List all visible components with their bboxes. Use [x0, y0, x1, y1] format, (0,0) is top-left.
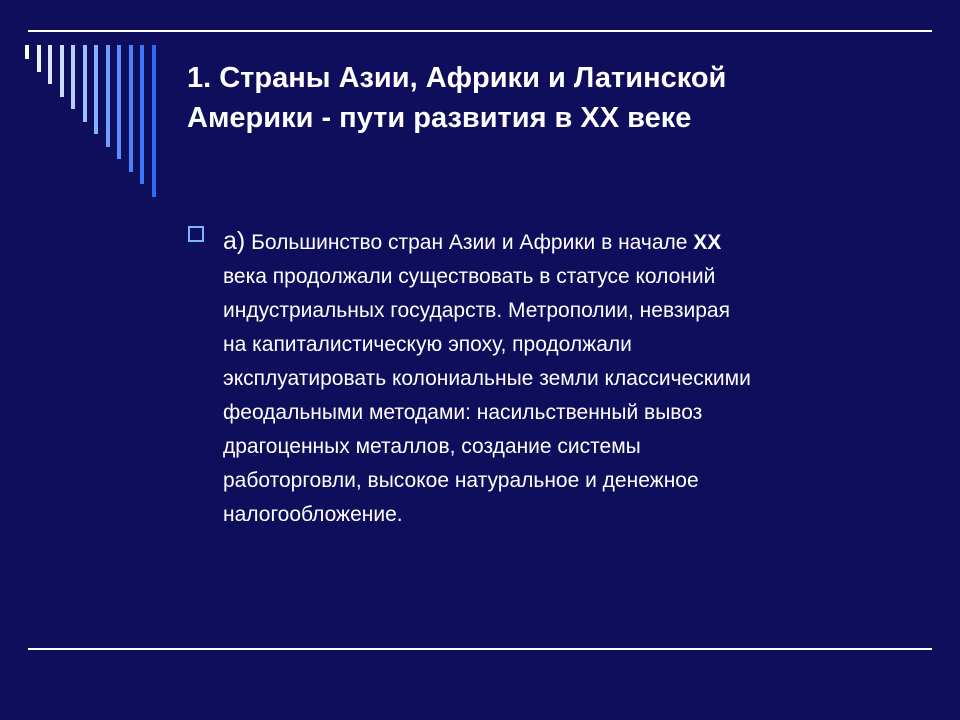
bullet-paragraph	[223, 224, 913, 532]
title-line-2: Америки - пути развития в XX веке	[187, 102, 692, 134]
stripe	[140, 45, 144, 184]
stripe	[48, 45, 52, 84]
stripe	[129, 45, 133, 172]
stripe	[152, 45, 156, 197]
slide-title	[187, 58, 907, 138]
title-line-1: 1. Страны Азии, Африки и Латинской	[187, 62, 727, 94]
stripe	[94, 45, 98, 134]
bold-century: XX	[693, 231, 722, 254]
paragraph-line-9: налогообложение.	[223, 503, 403, 526]
paragraph-line-6: феодальными методами: насильственный вывоз	[223, 401, 703, 424]
square-bullet-icon	[188, 226, 204, 242]
stripe	[37, 45, 41, 72]
paragraph-line-2: века продолжали существовать в статусе колоний	[223, 265, 716, 288]
bullet-marker: а)	[223, 227, 246, 255]
bottom-divider-line	[28, 648, 932, 650]
paragraph-line-7: драгоценных металлов, создание системы	[223, 435, 641, 458]
stripe	[117, 45, 121, 159]
stripe	[60, 45, 64, 97]
stripe	[71, 45, 75, 109]
paragraph-line-1: Большинство стран Азии и Африки в начале	[245, 231, 694, 254]
paragraph-line-8: работорговли, высокое натуральное и денежное	[223, 469, 699, 492]
paragraph-line-5: эксплуатировать колониальные земли классическими	[223, 367, 751, 390]
paragraph-line-3: индустриальных государств. Метрополии, невзирая	[223, 299, 730, 322]
stripe	[106, 45, 110, 147]
stripe	[25, 45, 29, 59]
decorative-stripes	[0, 0, 200, 200]
paragraph-line-4: на капиталистическую эпоху, продолжали	[223, 333, 632, 356]
stripe	[83, 45, 87, 122]
